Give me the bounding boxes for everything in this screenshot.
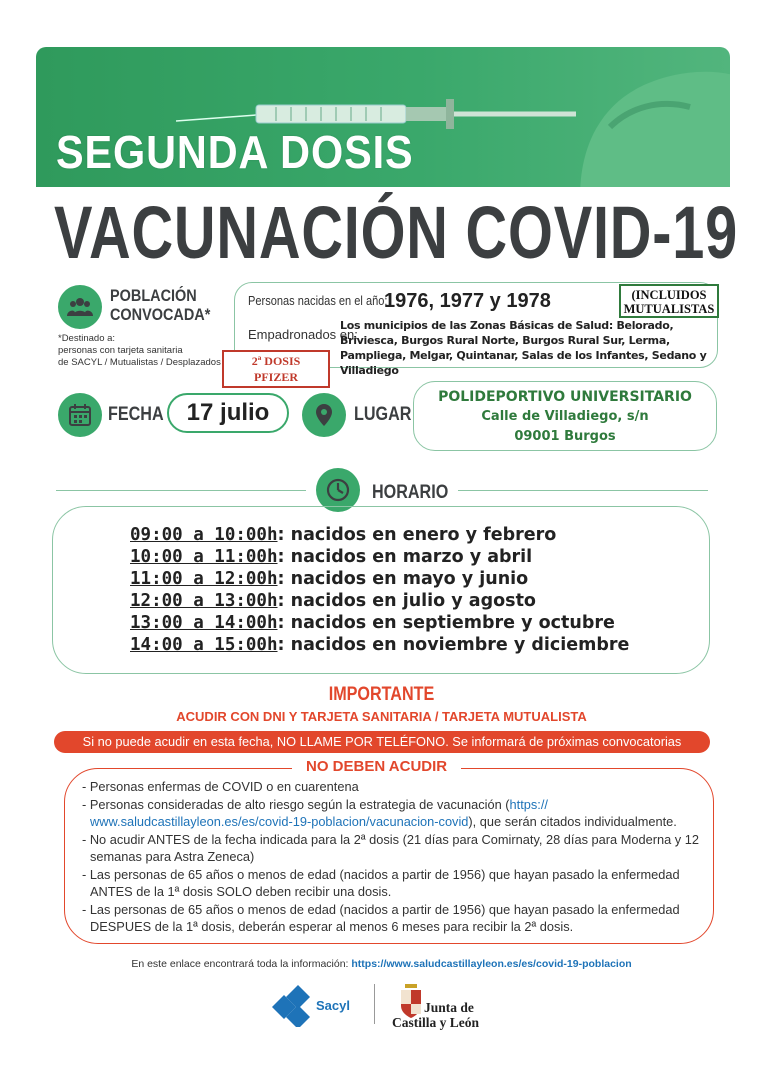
destinado-title: *Destinado a: [58, 333, 116, 344]
schedule-desc: : nacidos en mayo y junio [277, 569, 529, 589]
pfizer-line2: PFIZER [253, 370, 298, 384]
list-item [80, 796, 710, 830]
no-acudir-list [80, 778, 710, 936]
schedule-desc: : nacidos en marzo y abril [277, 547, 533, 567]
junta-line1: Junta de [424, 1000, 474, 1015]
horario-label: HORARIO [372, 482, 449, 503]
incluidos-mutualistas-box [619, 284, 719, 318]
info-link[interactable]: https://www.saludcastillayleon.es/es/covid-19-poblacion [351, 958, 632, 970]
lugar-city: 09001 Burgos [514, 429, 616, 444]
schedule-row [130, 634, 629, 656]
schedule-row [130, 568, 629, 590]
schedule-time: 11:00 a 12:00h [130, 569, 278, 589]
list-item: - Las personas de 65 años o menos de edad (nacidos a partir de 1956) que hayan pasado la enfermedad ANTES de la 1ª dosis SOLO deben recibir una dosis. [82, 867, 680, 899]
importante-subtitle: ACUDIR CON DNI Y TARJETA SANITARIA / TARJETA MUTUALISTA [176, 709, 587, 724]
hero-title: SEGUNDA DOSIS [56, 126, 414, 178]
calendar-icon [58, 393, 102, 437]
vacunacion-link[interactable]: https:// www.saludcastillayleon.es/es/covid-19-poblacion/vacunacion-covid [90, 797, 548, 829]
empadronados-label: Empadronados en: [248, 327, 358, 342]
schedule-time: 13:00 a 14:00h [130, 613, 278, 633]
schedule-row [130, 590, 629, 612]
schedule-time: 09:00 a 10:00h [130, 525, 278, 545]
schedule-desc: : nacidos en septiembre y octubre [277, 613, 615, 633]
schedule-row [130, 612, 629, 634]
sacyl-logo-text: Sacyl [316, 998, 350, 1013]
info-line [0, 958, 763, 970]
poblacion-label [110, 286, 210, 324]
main-title: VACUNACIÓN COVID-19 [54, 191, 739, 274]
pfizer-stamp [222, 350, 330, 388]
schedule-list [130, 524, 629, 656]
lugar-box [413, 381, 717, 451]
schedule-time: 14:00 a 15:00h [130, 635, 278, 655]
list-item: - Las personas de 65 años o menos de edad (nacidos a partir de 1956) que hayan pasado la enfermedad DESPUES de la 1ª dosis, deberán esperar al menos 6 meses para recibir la 2ª dosis. [82, 902, 680, 934]
destinado-line2: de SACYL / Mutualistas / Desplazados [58, 357, 221, 368]
no-llame-banner: Si no puede acudir en esta fecha, NO LLAME POR TELÉFONO. Se informará de próximas convocatorias [54, 731, 710, 753]
lugar-street: Calle de Villadiego, s/n [481, 409, 649, 424]
gloved-hand-image [540, 47, 730, 187]
junta-line2: Castilla y León [392, 1015, 480, 1030]
no-acudir-title: NO DEBEN ACUDIR [292, 758, 461, 775]
list-item: - Personas enfermas de COVID o en cuarentena [82, 779, 359, 794]
list-item: - No acudir ANTES de la fecha indicada para la 2ª dosis (21 días para Comirnaty, 28 días para Moderna y 12 semanas para Astra Zeneca) [82, 832, 699, 864]
horario-divider-left [56, 490, 306, 491]
birth-years: 1976, 1977 y 1978 [384, 290, 551, 312]
schedule-desc: : nacidos en noviembre y diciembre [277, 635, 630, 655]
list-item-text: - Personas consideradas de alto riesgo según la estrategia de vacunación ( [82, 797, 510, 812]
lugar-label: LUGAR [354, 404, 412, 425]
location-pin-icon [302, 393, 346, 437]
fecha-value: 17 julio [167, 393, 289, 433]
horario-divider-right [458, 490, 708, 491]
destinado-note [58, 333, 243, 369]
fecha-label: FECHA [108, 404, 164, 425]
personas-label-text: Personas nacidas en el año: [248, 293, 388, 308]
schedule-desc: : nacidos en julio y agosto [277, 591, 536, 611]
lugar-venue: POLIDEPORTIVO UNIVERSITARIO [438, 389, 692, 405]
schedule-time: 10:00 a 11:00h [130, 547, 278, 567]
schedule-row [130, 524, 629, 546]
incluidos-line2: MUTUALISTAS [623, 302, 715, 316]
junta-logo-text [392, 1000, 479, 1030]
poblacion-label-line2: CONVOCADA* [110, 305, 211, 324]
info-text: En este enlace encontrará toda la información: [131, 958, 352, 970]
schedule-time: 12:00 a 13:00h [130, 591, 278, 611]
list-item-text: ), que serán citados individualmente. [468, 814, 677, 829]
destinado-line1: personas con tarjeta sanitaria [58, 345, 183, 356]
schedule-row [130, 546, 629, 568]
people-icon [58, 285, 102, 329]
poblacion-label-line1: POBLACIÓN [110, 286, 197, 305]
importante-title: IMPORTANTE [328, 684, 435, 705]
municipios-list: Los municipios de las Zonas Básicas de Salud: Belorado, Briviesca, Burgos Rural Norte, Burgos Rural Sur, Lerma, Pampliega, Melgar, Quintanar, Salas de los Infantes, Sedano y Villadiego [340, 319, 707, 377]
pfizer-line1: 2ª DOSIS [251, 354, 301, 368]
schedule-desc: : nacidos en enero y febrero [277, 525, 557, 545]
footer-divider [374, 984, 375, 1024]
incluidos-line1: (INCLUIDOS [631, 288, 707, 302]
